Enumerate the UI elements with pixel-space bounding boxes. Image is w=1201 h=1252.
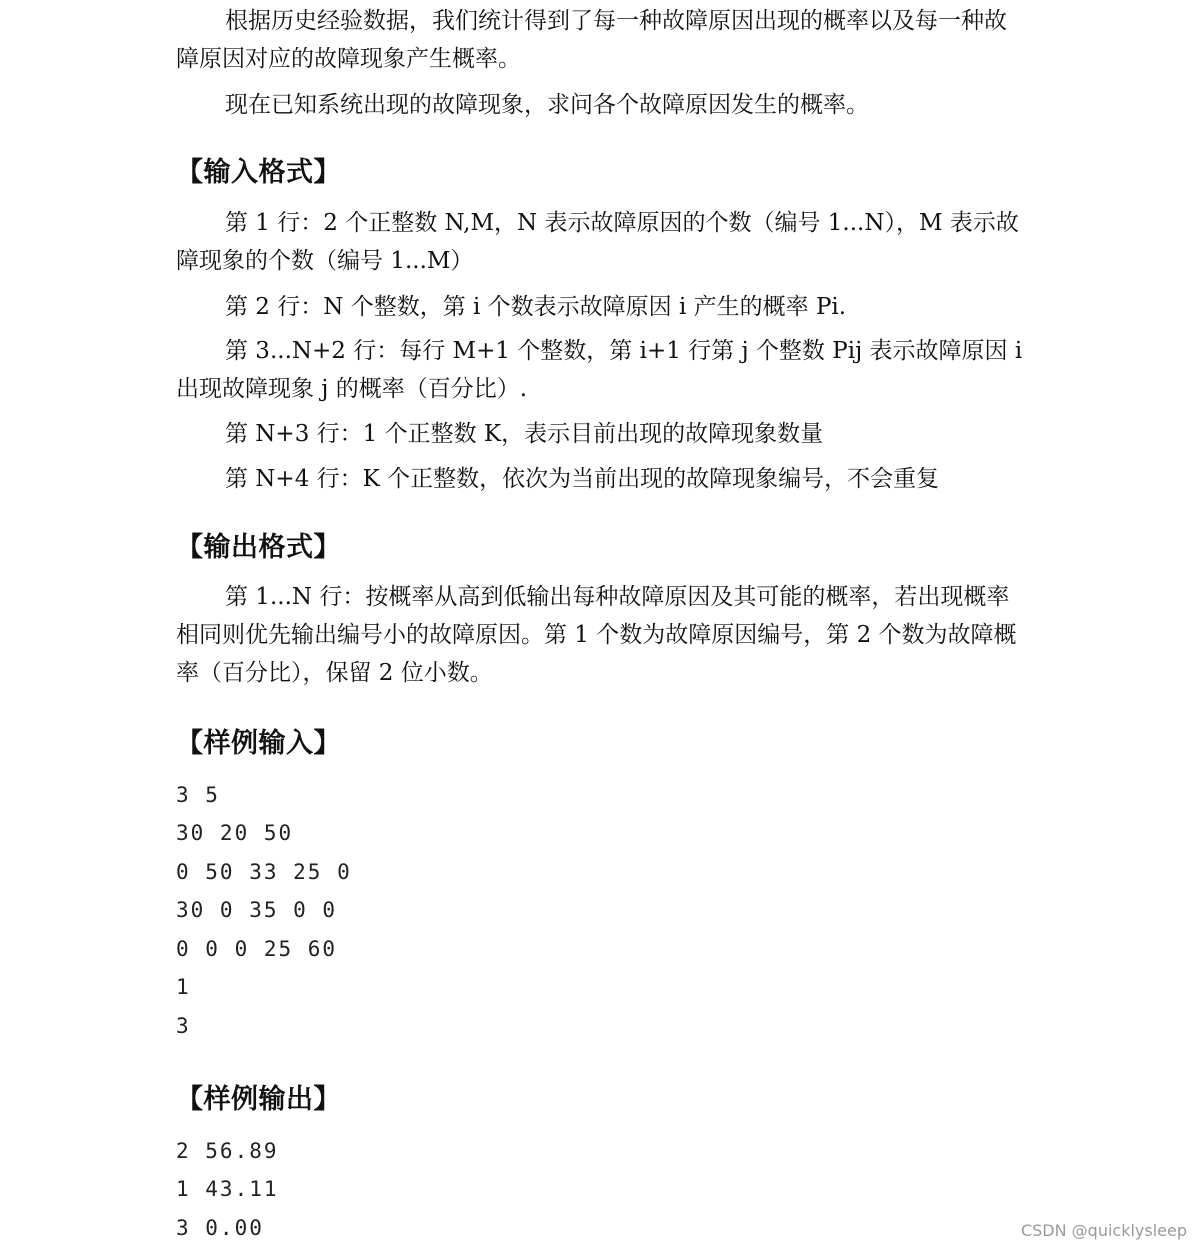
- input-format-line-4: 第 N+3 行：1 个正整数 K，表示目前出现的故障现象数量: [225, 421, 824, 447]
- sample-input-line: 30 20 50: [176, 821, 294, 845]
- csdn-watermark: CSDN @quicklysleep: [1020, 1221, 1187, 1240]
- sample-input-line: 0 0 0 25 60: [176, 937, 338, 961]
- sample-output-line: 3 0.00: [176, 1216, 264, 1240]
- sample-input-line: 1: [176, 975, 191, 999]
- sample-input-heading: 【样例输入】: [176, 728, 341, 759]
- sample-output-heading: 【样例输出】: [176, 1084, 341, 1115]
- output-format-heading: 【输出格式】: [176, 532, 341, 563]
- sample-input-line: 3: [176, 1014, 191, 1038]
- input-format-line-3: 第 3...N+2 行：每行 M+1 个整数，第 i+1 行第 j 个整数 Pij 表示故障原因 i 出现故障现象 j 的概率（百分比）.: [176, 338, 1030, 402]
- input-format-heading: 【输入格式】: [176, 157, 341, 188]
- sample-input-line: 3 5: [176, 783, 220, 807]
- sample-input-line: 0 50 33 25 0: [176, 860, 352, 884]
- sample-output-line: 1 43.11: [176, 1177, 279, 1201]
- intro-paragraph-2: 现在已知系统出现的故障现象，求问各个故障原因发生的概率。: [225, 92, 869, 118]
- intro-paragraph-1: 根据历史经验数据，我们统计得到了每一种故障原因出现的概率以及每一种故障原因对应的故障现象产生概率。: [176, 8, 1007, 72]
- sample-output-line: 2 56.89: [176, 1139, 279, 1163]
- sample-input-line: 30 0 35 0 0: [176, 898, 338, 922]
- output-format-line-1: 第 1...N 行：按概率从高到低输出每种故障原因及其可能的概率，若出现概率相同则优先输出编号小的故障原因。第 1 个数为故障原因编号，第 2 个数为故障概率（百分比），保留 2 位小数。: [176, 584, 1017, 686]
- input-format-line-1: 第 1 行：2 个正整数 N,M，N 表示故障原因的个数（编号 1...N），M 表示故障现象的个数（编号 1...M）: [176, 210, 1019, 274]
- input-format-line-2: 第 2 行：N 个整数，第 i 个数表示故障原因 i 产生的概率 Pi.: [225, 294, 847, 320]
- input-format-line-5: 第 N+4 行：K 个正整数，依次为当前出现的故障现象编号，不会重复: [225, 466, 940, 492]
